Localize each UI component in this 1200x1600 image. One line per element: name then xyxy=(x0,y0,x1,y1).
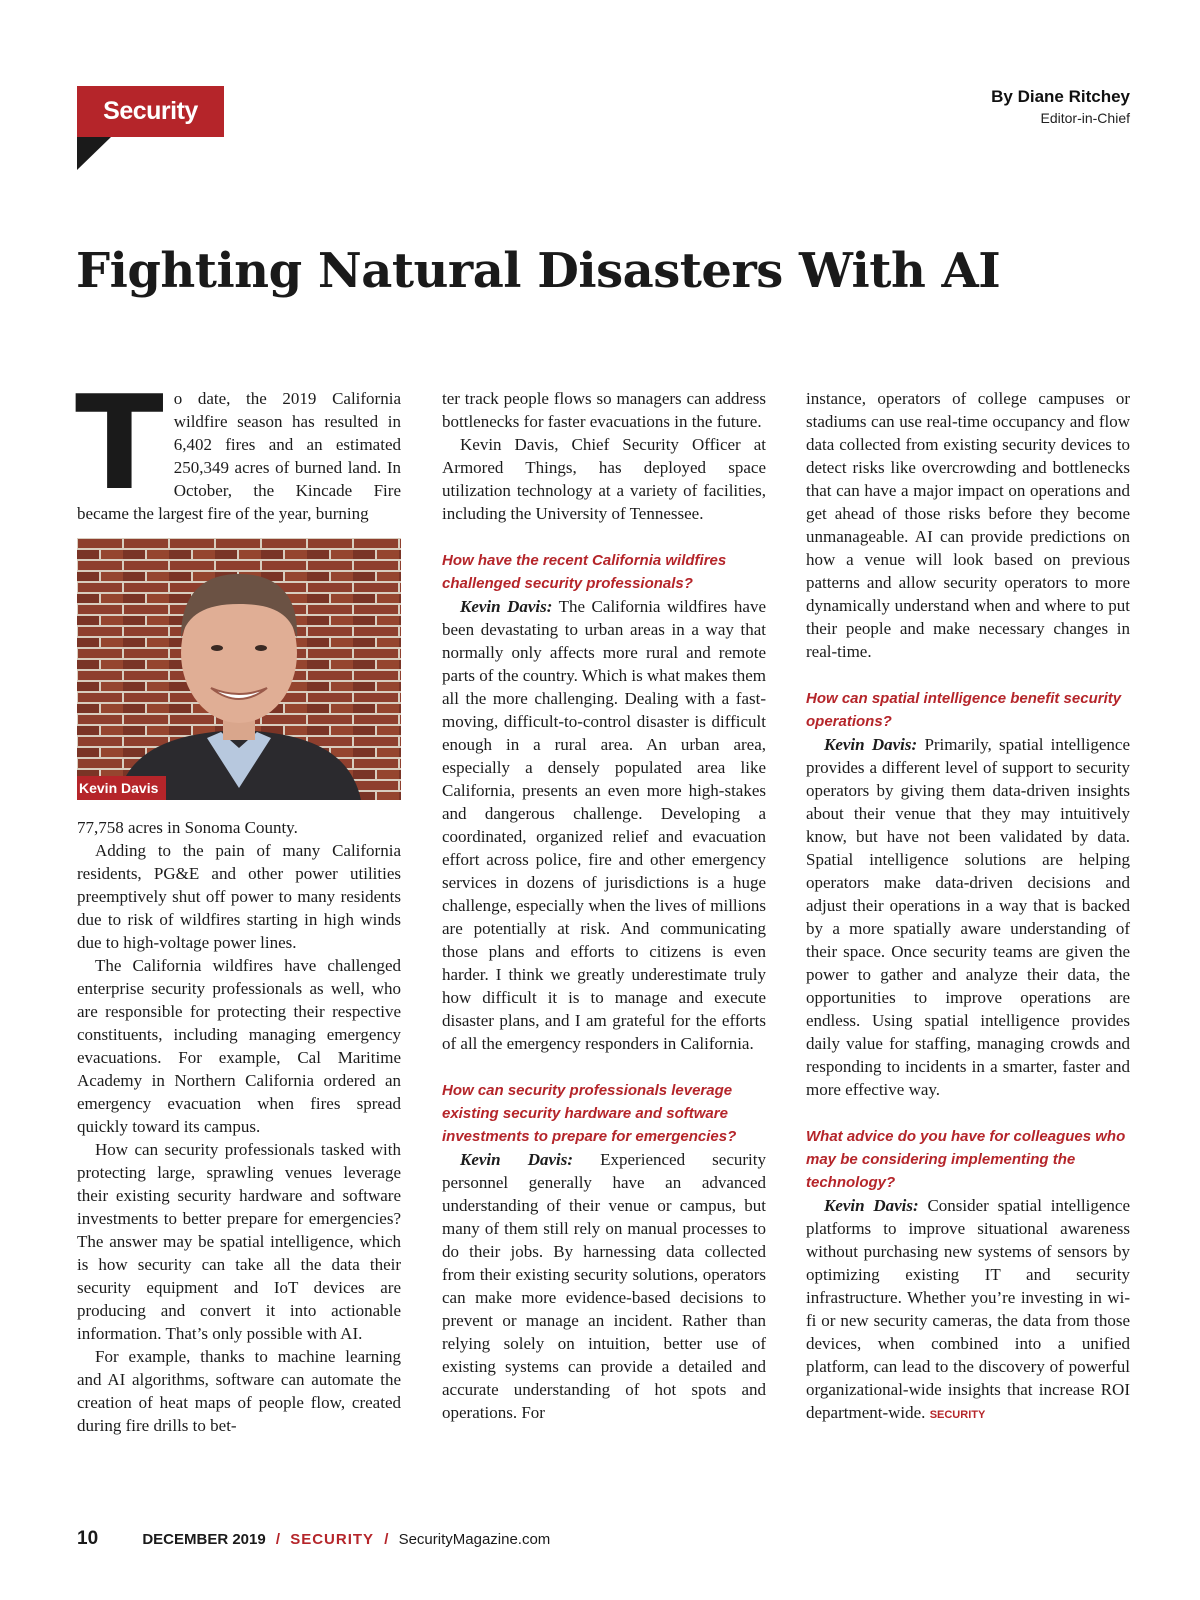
portrait-image xyxy=(77,538,401,800)
drop-cap: T xyxy=(75,367,164,519)
article-column-3 xyxy=(806,387,1130,1427)
answer-text: Experienced security personnel generally have an advanced understanding of their venue or campus, but many of them still rely on manual processes to do their jobs. By harnessing data collected from their existing security solutions, operators can make more evidence-based decisions to prevent or manage an incident. Rather than relying solely on intuition, better use of existing systems can provide a detailed and accurate understanding of hot spots and operations. For xyxy=(442,1150,766,1422)
answer-text: Primarily, spatial intelligence provides a different level of support to security operators by giving them data-driven insights about their venue that they may intuitively know, but have not been validated by data. Spatial intelligence solutions are helping operators make data-driven decisions and adjust their operations in a way that is backed by a more spatially aware understanding of their space. Once security teams are given the power to gather and analyze their data, the opportunities to improve operations are endless. Using spatial intelligence provides daily value for staffing, managing crowds and responding to incidents in a smarter, faster and more effective way. xyxy=(806,735,1130,1099)
paragraph: For example, thanks to machine learning and AI algorithms, software can automate the creation of heat maps of people flow, created during fire drills to bet- xyxy=(77,1347,401,1435)
paragraph: 77,758 acres in Sonoma County. xyxy=(77,818,298,837)
paragraph: Adding to the pain of many California residents, PG&E and other power utilities preemptively shut off power to many residents due to risk of wildfires starting in high winds due to high-voltage power lines. xyxy=(77,841,401,952)
interview-question: What advice do you have for colleagues who may be considering implementing the technology? xyxy=(806,1128,1126,1191)
paragraph: instance, operators of college campuses or stadiums can use real-time occupancy and flow data collected from existing security devices to detect risks like overcrowding and bottlenecks that can have a major impact on operations and get ahead of those risks before they become unmanageable. AI can provide predictions on how a venue will look based on previous patterns and allow security operators to more dynamically understand when and where to put their people and make necessary changes in real-time. xyxy=(806,389,1130,661)
article-column-1 xyxy=(75,367,401,1437)
intro-paragraph xyxy=(75,367,401,525)
website-url: SecurityMagazine.com xyxy=(398,1531,551,1548)
speaker-name: Kevin Davis: xyxy=(460,597,553,616)
interview-question: How have the recent California wildfires challenged security professionals? xyxy=(442,552,727,592)
paragraph: The California wildfires have challenged enterprise security professionals as well, who are responsible for protecting their respective constituents, including managing emergency evacuations. For example, Cal Maritime Academy in Northern California ordered an emergency evacuation when fires spread quickly toward its campus. xyxy=(77,956,401,1136)
interview-answer xyxy=(442,595,766,1055)
interview-answer xyxy=(806,1194,1130,1427)
portrait-photo xyxy=(77,538,401,800)
paragraph: Kevin Davis, Chief Security Officer at Armored Things, has deployed space utilization technology at a variety of facilities, including the University of Tennessee. xyxy=(442,435,766,523)
section-tag: Security Talk xyxy=(77,86,224,137)
byline-name: By Diane Ritchey xyxy=(991,87,1130,106)
photo-caption: Kevin Davis xyxy=(77,776,166,800)
separator: / xyxy=(275,1531,281,1548)
byline-role: Editor-in-Chief xyxy=(1040,110,1130,126)
answer-text: The California wildfires have been devastating to urban areas in a way that normally only affects more rural and remote parts of the country. Which is what makes them all the more challenging. Dealing with a fast-moving, difficult-to-control disaster is difficult enough in a rural area. An urban area, especially a densely populated area like California, presents an even more high-stakes and dangerous challenge. Developing a coordinated, organized relief and evacuation effort across police, fire and other emergency services in dozens of jurisdictions is a huge challenge, especially when the lives of millions are potentially at risk. And communicating those plans and efforts to citizens is even harder. I think we greatly underestimate truly how difficult it is to manage and execute disaster plans, and I am grateful for the efforts of all the emergency responders in California. xyxy=(442,597,766,1053)
page-footer xyxy=(77,1528,550,1550)
article-column-2 xyxy=(442,387,766,1424)
intro-text: o date, the 2019 California wildfire season has resulted in 6,402 fires and an estimated 250,349 acres of burned land. In October, the Kincade Fire became the largest fire of the year, burning xyxy=(77,389,401,523)
end-mark: SECURITY xyxy=(929,1409,986,1421)
speaker-name: Kevin Davis: xyxy=(824,735,918,754)
speaker-name: Kevin Davis: xyxy=(824,1196,919,1215)
interview-question: How can security professionals leverage existing security hardware and software investments to prepare for emergencies? xyxy=(442,1082,737,1145)
page-number: 10 xyxy=(77,1528,99,1549)
issue-date: DECEMBER 2019 xyxy=(142,1531,266,1548)
paragraph: ter track people flows so managers can address bottlenecks for faster evacuations in the future. xyxy=(442,389,766,431)
byline xyxy=(991,86,1130,128)
interview-answer xyxy=(442,1148,766,1424)
interview-answer xyxy=(806,733,1130,1101)
separator: / xyxy=(384,1531,389,1548)
magazine-name: SECURITY xyxy=(290,1531,375,1548)
answer-text: Consider spatial intelligence platforms to improve situational awareness without purchasing new systems of sensors by optimizing existing IT and security infrastructure. Whether you’re investing in wi-fi or new security cameras, the data from those devices, when combined into a unified platform, can lead to the discovery of powerful organizational-wide insights that increase ROI department-wide. xyxy=(806,1196,1130,1422)
section-tag-pointer xyxy=(77,137,111,170)
article-headline: Fighting Natural Disasters With AI xyxy=(76,243,1001,299)
paragraph: How can security professionals tasked with protecting large, sprawling venues leverage their existing security hardware and software investments to better prepare for emergencies? The answer may be spatial intelligence, which is how security can take all the data their security equipment and IoT devices are producing and convert it into actionable information. That’s only possible with AI. xyxy=(77,1140,401,1343)
speaker-name: Kevin Davis: xyxy=(460,1150,574,1169)
interview-question: How can spatial intelligence benefit security operations? xyxy=(806,690,1122,730)
